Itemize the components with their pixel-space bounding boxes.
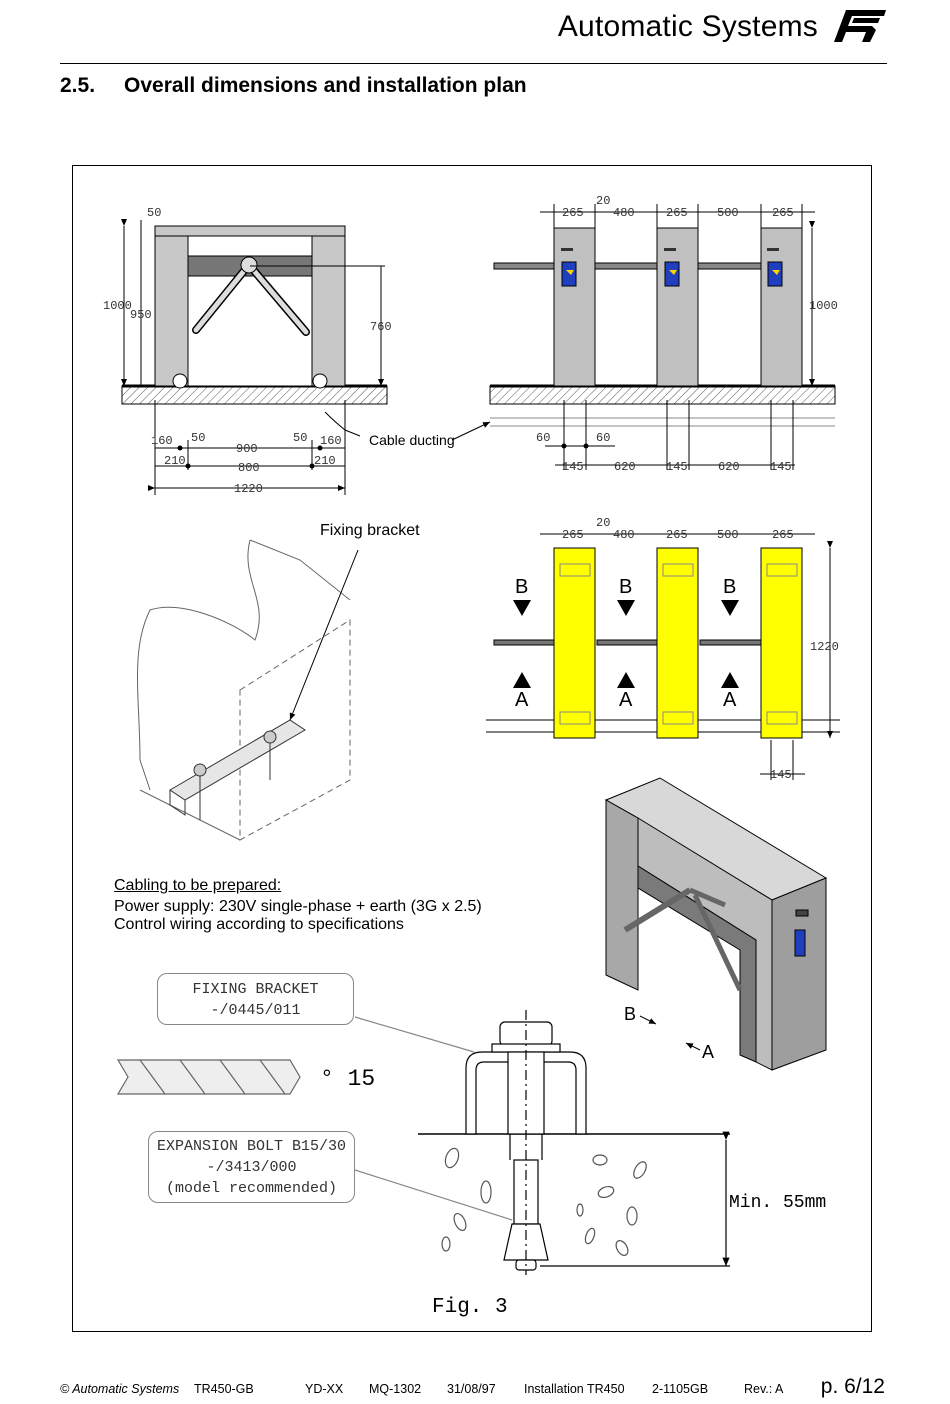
callout-line: EXPANSION BOLT B15/30 [156,1138,347,1155]
direction-a-label: A [619,689,633,711]
callout-line: (model recommended) [165,1180,338,1197]
section-number: 2.5. [60,74,96,97]
footer-ref1: YD-XX [305,1382,344,1396]
direction-a-label: A [723,689,737,711]
dim-label: 500 [717,206,739,220]
bracket-sketch [138,540,359,840]
direction-b-label: B [723,576,737,598]
direction-b-label: B [624,1004,637,1024]
fixing-bracket-callout [157,973,354,1025]
direction-b-label: B [515,576,529,598]
dim-label: 480 [613,528,635,542]
dim-label: 265 [562,528,584,542]
dim-label: 210 [314,454,336,468]
front-view [103,206,392,496]
dim-label: 210 [164,454,186,468]
dim-label: 145 [666,460,688,474]
expansion-bolt-callout [148,1131,355,1203]
dim-label: 265 [772,206,794,220]
dim-label: 50 [147,206,162,220]
dim-label: 265 [666,528,688,542]
dim-label: 1000 [809,299,838,313]
dim-label: 160 [151,434,173,448]
dim-label: 20 [596,194,611,208]
dim-label: 160 [320,434,342,448]
footer-code: 2-1105GB [652,1382,709,1396]
fixing-bracket-label: Fixing bracket [320,522,420,539]
footer-doc: TR450-GB [194,1382,254,1396]
turnstile-isometric [606,778,826,1070]
dim-label: 1000 [103,299,132,313]
side-view [452,194,838,474]
drill-diameter-label: ° 15 [320,1066,376,1092]
dim-label: 50 [293,431,308,445]
direction-a-label: A [515,689,529,711]
cable-ducting-label: Cable ducting [369,432,455,448]
dim-label: 265 [562,206,584,220]
footer-rev: Rev.: A [744,1382,784,1396]
callout-line: FIXING BRACKET [192,981,319,998]
cabinet [554,228,595,386]
min-depth-label: Min. 55mm [729,1193,827,1213]
direction-a-label: A [702,1042,715,1062]
footer-date: 31/08/97 [447,1382,496,1396]
dim-label: 265 [772,528,794,542]
cabinet [657,228,698,386]
dim-label: 145 [770,768,792,782]
dim-label: 900 [236,442,258,456]
dim-label: 20 [596,516,611,530]
dim-label: 760 [370,320,392,334]
direction-b-label: B [619,576,633,598]
dim-label: 620 [718,460,740,474]
cabling-title: Cabling to be prepared: [114,877,282,894]
dim-label: 480 [613,206,635,220]
dim-label: 1220 [234,482,263,496]
dim-label: 950 [130,308,152,322]
callout-line: -/3413/000 [206,1159,297,1176]
dim-label: 60 [596,431,611,445]
footer-ref2: MQ-1302 [369,1382,422,1396]
cabinet [761,228,802,386]
plan-view [486,516,840,782]
dim-label: 50 [191,431,206,445]
cabling-line: Power supply: 230V single-phase + earth (3G x 2.5) [114,898,482,915]
dim-label: 145 [562,460,584,474]
footer-title: Installation TR450 [524,1382,625,1396]
figure-caption: Fig. 3 [432,1296,508,1319]
section-title: Overall dimensions and installation plan [124,74,527,97]
cabling-line: Control wiring according to specifications [114,916,404,933]
page-number: p. 6/12 [820,1375,885,1398]
dim-label: 145 [770,460,792,474]
dim-label: 620 [614,460,636,474]
dim-label: 265 [666,206,688,220]
dim-label: 60 [536,431,551,445]
callout-line: -/0445/011 [210,1002,301,1019]
company-name: Automatic Systems [557,10,818,43]
dim-label: 500 [717,528,739,542]
dim-label: 1220 [810,640,839,654]
footer-copyright: © Automatic Systems [60,1382,180,1396]
dim-label: 800 [238,461,260,475]
